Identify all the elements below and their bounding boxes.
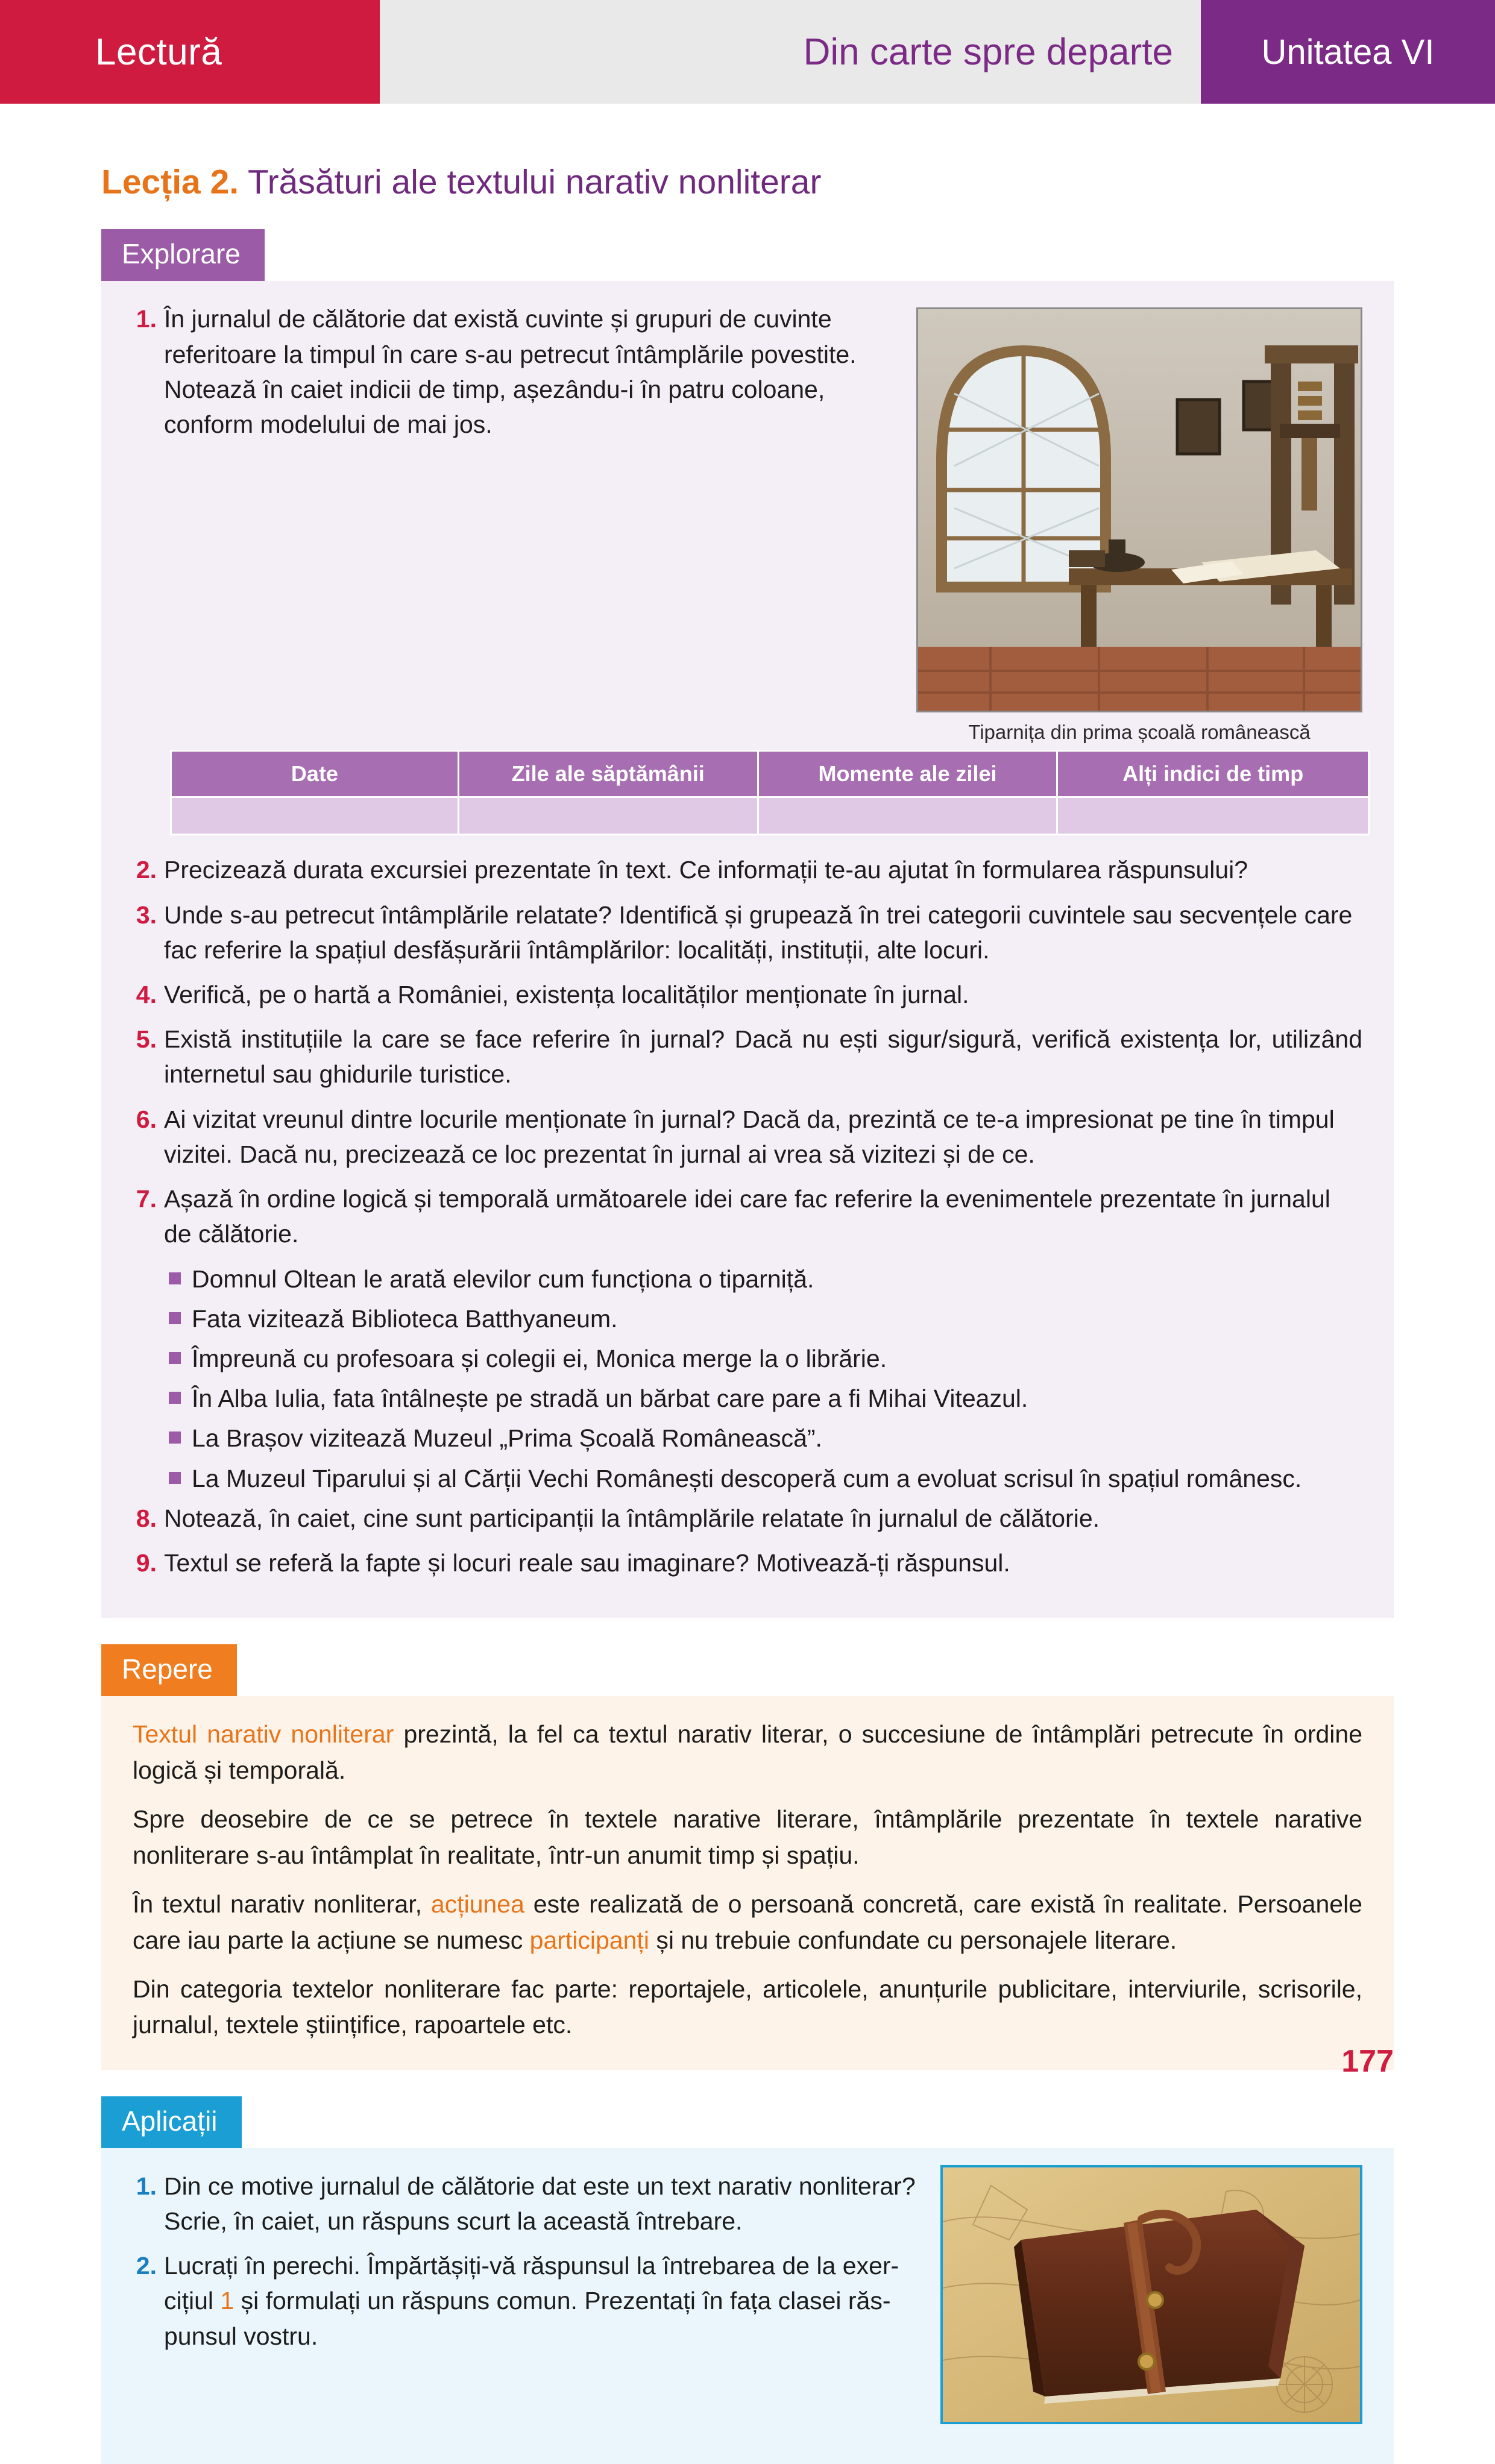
section-panel-repere (101, 1696, 1394, 2070)
item-text-part-b: și formulați un răspuns comun. Prezentați în fața clasei răs-punsul vostru. (164, 2287, 891, 2350)
bullet-square-icon (169, 1432, 181, 1444)
item-number: 3. (136, 900, 157, 929)
exercise-reference: 1 (220, 2287, 234, 2315)
item-text: Ai vizitat vreunul dintre locurile menționate în jurnal? Dacă da, prezintă ce te-a impresionat pe tine în timpul vizitei. Dacă nu, precizează ce loc prezentat în jurnal ai vrea să vizitezi și de ce. (164, 1105, 1335, 1168)
bullet-text: La Muzeul Tiparului și al Cărții Vechi Românești descoperă cum a evoluat scrisul în spațiul românesc. (192, 1464, 1302, 1492)
bullet-square-icon (169, 1272, 181, 1284)
table-header-row (171, 751, 1369, 797)
item-text: Textul se referă la fapte și locuri reale sau imaginare? Motivează-ți răspunsul. (164, 1549, 1010, 1577)
list-item (169, 1461, 1362, 1496)
list-item (133, 2169, 916, 2239)
item-text: Unde s-au petrecut întâmplările relatate? Identifică și grupează în trei categorii cuvintele sau secvențele care fac referire la spațiul desfășurării întâmplărilor: localități, instituții, alte locuri. (164, 900, 1353, 964)
table-cell (1057, 797, 1369, 835)
table-cell (458, 797, 758, 835)
bullet-text: Domnul Oltean le arată elevilor cum funcționa o tiparniță. (192, 1265, 814, 1293)
list-item (169, 1262, 1362, 1296)
page-content (0, 104, 1495, 2464)
item-number: 2. (136, 856, 157, 884)
list-item (133, 1102, 1362, 1172)
table-header-cell: Zile ale săptămânii (458, 751, 758, 797)
item-text: Din ce motive jurnalul de călătorie dat este un text narativ nonliterar? Scrie, în caiet, un răspuns scurt la această întrebare. (164, 2172, 916, 2236)
item-number: 9. (136, 1549, 157, 1577)
section-tab-explorare: Explorare (101, 229, 265, 281)
repere-paragraph-2: Spre deosebire de ce se petrece în textele narative literare, întâmplările prezentate în textele narative nonliterare s-au întâmplat în realitate, într-un anumit timp și spațiu. (133, 1805, 1362, 1869)
item-text-part-a: Lucrați în perechi. Împărtășiți-vă răspunsul la întrebarea de la exer-cițiul (164, 2252, 899, 2315)
item-text: Verifică, pe o hartă a României, existența localităților menționate în jurnal. (164, 981, 969, 1009)
list-item (133, 977, 1362, 1012)
repere-p3-a: În textul narativ nonliterar, (133, 1890, 431, 1919)
page-number: 177 (1341, 2044, 1394, 2079)
lesson-number: Lecția 2. (101, 163, 239, 201)
repere-paragraph-1-rest: prezintă, la fel ca textul narativ literar, o succesiune de întâmplări petrecute în ordine logică și temporală. (133, 1720, 1363, 1784)
header-unit-title (380, 0, 1201, 104)
repere-term-highlight: Textul narativ nonliterar (133, 1720, 394, 1749)
bullet-square-icon (169, 1392, 181, 1404)
item-text: Există instituțiile la care se face referire în jurnal? Dacă nu ești sigur/sigură, verifică existența lor, utilizând internetul sau ghidurile turistice. (164, 1025, 1362, 1089)
item-text: Așază în ordine logică și temporală următoarele idei care fac referire la evenimentele prezentate în jurnalul de călătorie. (164, 1185, 1330, 1248)
repere-term-actiunea: acțiunea (430, 1890, 524, 1919)
item-number: 1. (136, 2172, 157, 2200)
item-number: 4. (136, 981, 157, 1009)
repere-paragraph-4: Din categoria textelor nonliterare fac parte: reportajele, articolele, anunțurile publicitare, interviurile, scrisorile, jurnalul, textele științifice, rapoartele etc. (133, 1975, 1362, 2039)
journal-on-map-illustration (943, 2167, 1360, 2422)
list-item (169, 1381, 1362, 1416)
photo-printing-press (916, 307, 1362, 712)
table-cell (171, 797, 459, 835)
list-item (133, 1545, 1362, 1580)
repere-paragraph-3 (133, 1887, 1362, 1958)
bullet-text: În Alba Iulia, fata întâlnește pe stradă un bărbat care pare a fi Mihai Viteazul. (192, 1384, 1028, 1413)
list-item (169, 1341, 1362, 1376)
table-header-cell: Date (171, 751, 459, 797)
figure-travel-journal (940, 2165, 1362, 2424)
item-number: 7. (136, 1185, 157, 1213)
header-section-lectura (0, 0, 380, 104)
item-number: 6. (136, 1105, 157, 1133)
repere-p3-c: și nu trebuie confundate cu personajele literare. (649, 1926, 1177, 1954)
repere-p3-b: este realizată de o persoană concretă, care există în realitate. Persoanele care iau parte la acțiune se numesc (133, 1890, 1362, 1954)
list-item (133, 1181, 1362, 1251)
lesson-title-text: Trăsături ale textului narativ nonliterar (247, 163, 822, 201)
item-number: 8. (136, 1504, 157, 1532)
item-text (164, 2248, 916, 2354)
bullet-text: La Brașov vizitează Muzeul „Prima Școală Românească”. (192, 1424, 822, 1453)
section-panel-aplicatii (101, 2148, 1394, 2464)
table-header-cell: Alți indici de timp (1057, 751, 1369, 797)
item-text: Notează, în caiet, cine sunt participanții la întâmplările relatate în jurnalul de călătorie. (164, 1504, 1100, 1532)
bullet-square-icon (169, 1312, 181, 1324)
table-cell (758, 797, 1057, 835)
indici-timp-table (170, 750, 1370, 835)
header-right-label: Unitatea VI (1261, 32, 1435, 72)
section-tab-aplicatii: Aplicații (101, 2096, 242, 2148)
header-middle-label: Din carte spre departe (803, 31, 1173, 73)
list-item (133, 897, 1362, 967)
bullet-text: Fata vizitează Biblioteca Batthyaneum. (192, 1304, 618, 1333)
bullet-text: Împreună cu profesoara și colegii ei, Monica merge la o librărie. (192, 1345, 887, 1373)
list-item (133, 1501, 1362, 1536)
item-text: În jurnalul de călătorie dat există cuvinte și grupuri de cuvinte referitoare la timpul în care s-au petrecut întâmplările povestite. Notează în caiet indicii de timp, așezându-i în patru coloane, conform modelului de mai jos. (164, 305, 857, 439)
list-item (133, 301, 890, 442)
list-item (169, 1301, 1362, 1336)
header-left-label: Lectură (95, 31, 222, 73)
section-panel-explorare (101, 281, 1394, 1618)
page-header (0, 0, 1495, 104)
figure-caption: Tiparnița din prima școală românească (968, 721, 1311, 744)
bullet-square-icon (169, 1472, 181, 1484)
page-title (101, 162, 1394, 203)
list-item (133, 2248, 916, 2354)
printing-press-illustration (918, 309, 1361, 711)
table-row (171, 797, 1369, 835)
item-text: Precizează durata excursiei prezentate în text. Ce informații te-au ajutat în formularea răspunsului? (164, 856, 1248, 884)
item-number: 2. (136, 2252, 157, 2280)
list-item (169, 1421, 1362, 1456)
list-item (133, 852, 1362, 887)
list-item (133, 1022, 1362, 1092)
ordering-bullet-list (169, 1262, 1362, 1496)
item-number: 1. (136, 305, 157, 333)
bullet-square-icon (169, 1352, 181, 1364)
item-number: 5. (136, 1025, 157, 1054)
repere-paragraph-1 (133, 1717, 1362, 1788)
table-header-cell: Momente ale zilei (758, 751, 1057, 797)
section-tab-repere: Repere (101, 1644, 237, 1696)
figure-printing-press (916, 307, 1362, 744)
header-unit-badge (1201, 0, 1495, 104)
repere-term-participanti: participanți (529, 1926, 649, 1954)
